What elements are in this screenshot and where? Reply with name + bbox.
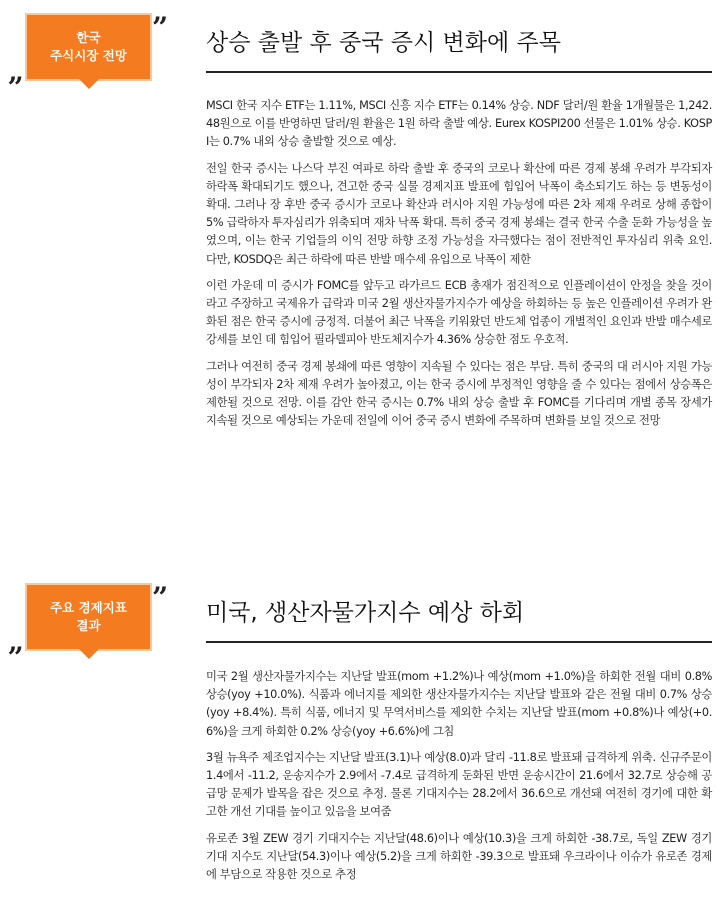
badge-line1: 한국 (76, 30, 101, 45)
section-body-economic-indicators (206, 668, 712, 892)
open-quote-icon: „ (8, 55, 25, 88)
paragraph: 그러나 여전히 중국 경제 봉쇄에 따른 영향이 지속될 수 있다는 점은 부담. 특히 중국의 대 러시아 지원 가능성이 부각되자 2차 제재 우려가 높아졌고, 이는 한국 증시에 부정적인 영향을 줄 수 있다는 점에서 상승폭은 제한될 것으로 전망. 이를 감안 한국 증시는 0.7% 내외 상승 출발 후 FOMC를 기다리며 개별 종목 장세가 지속될 것으로 예상되는 가운데 전일에 이어 중국 증시 변화에 주목하며 변화를 보일 것으로 전망 (206, 359, 712, 428)
paragraph: 미국 2월 생산자물가지수는 지난달 발표(mom +1.2%)나 예상(mom +1.0%)을 하회한 전월 대비 0.8% 상승(yoy +10.0%). 식품과 에너지를 제외한 생산자물가지수는 지난달 발표와 같은 전월 대비 0.7% 상승(yoy +8.4%). 특히 식품, 에너지 및 무역서비스를 제외한 수치는 지난달 발표(mom +0.8%)나 예상(+0.6%)을 크게 하회한 0.2% 상승(yoy +6.6%)에 그침 (206, 670, 712, 738)
badge-pointer-icon (79, 79, 99, 89)
paragraph: 3월 뉴욕주 제조업지수는 지난달 발표(3.1)나 예상(8.0)과 달리 -11.8로 발표돼 급격하게 위축. 신규주문이 1.4에서 -11.2, 운송지수가 2.9에서 -7.4로 급격하게 둔화된 반면 운송시간이 21.6에서 32.7로 상승해 공급망 문제가 발목을 잡은 것으로 추정. 물론 기대지수는 28.2에서 36.6으로 개선돼 여전히 경기에 대한 확고한 개선 기대를 높이고 있음을 보여줌 (206, 750, 712, 819)
badge-pointer-icon (79, 649, 99, 659)
open-quote-icon: „ (8, 625, 25, 658)
close-quote-icon: ” (152, 11, 169, 44)
section-badge-economic-indicators (27, 585, 150, 649)
badge-line1: 주요 경제지표 (50, 600, 127, 615)
paragraph: 이런 가운데 미 증시가 FOMC를 앞두고 라가르드 ECB 총재가 점진적으로 인플레이션이 안정을 찾을 것이라고 주장하고 국제유가 급락과 미국 2월 생산자물가지수가 예상을 하회하는 등 높은 인플레이션 우려가 완화된 점은 한국 증시에 긍정적. 더불어 최근 낙폭을 키워왔던 반도체 업종이 개별적인 요인과 반발 매수세로 강세를 보인 데 힘입어 필라델피아 반도체지수가 4.36% 상승한 점도 우호적. (206, 278, 712, 347)
section-title: 상승 출발 후 중국 증시 변화에 주목 (206, 24, 712, 73)
paragraph: MSCI 한국 지수 ETF는 1.11%, MSCI 신흥 지수 ETF는 0.14% 상승. NDF 달러/원 환율 1개월물은 1,242.48원으로 이를 반영하면 달러/원 환율은 1원 하락 출발 예상. Eurex KOSPI200 선물은 1.01% 상승. KOSPI는 0.7% 내외 상승 출발할 것으로 예상. (206, 99, 712, 149)
paragraph: 유로존 3월 ZEW 경기 기대지수는 지난달(48.6)이나 예상(10.3)을 크게 하회한 -38.7로, 독일 ZEW 경기기대 지수도 지난달(54.3)이나 예상(5.2)을 크게 하회한 -39.3으로 발표돼 우크라이나 이슈가 유로존 경제에 부담으로 작용한 것으로 추정 (206, 831, 712, 882)
badge-line2: 주식시장 전망 (50, 48, 127, 63)
section-badge-korea-outlook (27, 15, 150, 79)
section-body-korea-outlook (206, 97, 712, 438)
close-quote-icon: ” (152, 581, 169, 614)
badge-line2: 결과 (76, 618, 101, 633)
section-title: 미국, 생산자물가지수 예상 하회 (206, 594, 712, 643)
paragraph: 전일 한국 증시는 나스닥 부진 여파로 하락 출발 후 중국의 코로나 확산에 따른 경제 봉쇄 우려가 부각되자 하락폭 확대되기도 했으나, 견고한 중국 실물 경제지표 발표에 힘입어 낙폭이 축소되기도 하는 등 변동성이 확대. 그러나 장 후반 중국 증시가 코로나 확산과 러시아 지원 가능성에 따른 2차 제재 우려로 상해 종합이 5% 급락하자 투자심리가 위축되며 재차 낙폭 확대. 특히 중국 경제 봉쇄는 결국 한국 수출 둔화 가능성을 높였으며, 이는 한국 기업들의 이익 전망 하향 조정 가능성을 자극했다는 점이 전반적인 투자심리 위축 요인. 다만, KOSDQ은 최근 하락에 따른 반발 매수세 유입으로 낙폭이 제한 (206, 161, 712, 266)
